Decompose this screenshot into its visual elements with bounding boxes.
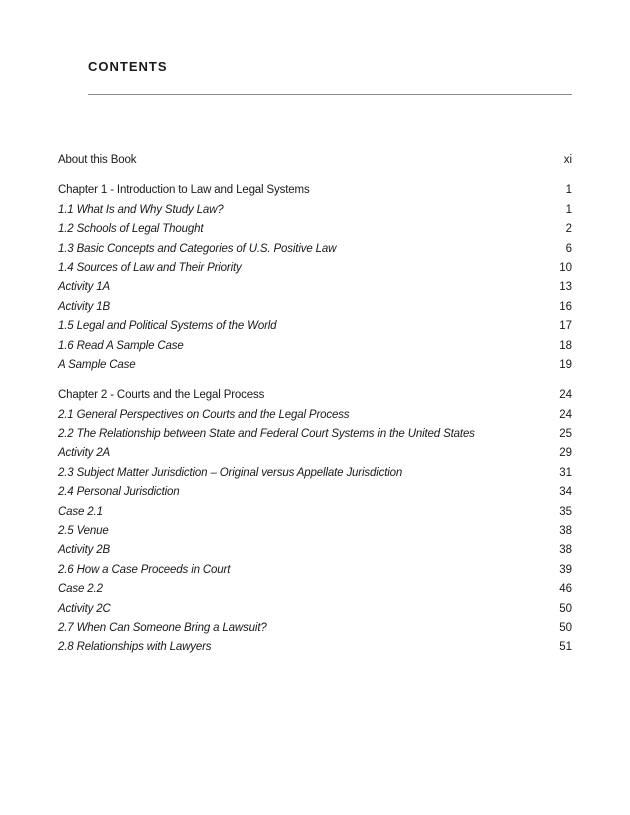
toc-section-title: 2.8 Relationships with Lawyers [58,641,212,654]
toc-section[interactable] [58,240,572,259]
toc-chapter-title: Chapter 1 - Introduction to Law and Legal Systems [58,184,310,197]
toc-section[interactable] [58,522,572,541]
heading-divider [88,94,572,95]
toc-section-title: 2.5 Venue [58,525,109,538]
toc-section-page: 18 [559,339,572,352]
toc-section[interactable] [58,317,572,336]
toc-chapter-2[interactable] [58,386,572,405]
toc-section[interactable] [58,503,572,522]
toc-section-title: 1.5 Legal and Political Systems of the World [58,320,277,333]
toc-section[interactable] [58,619,572,638]
toc-section-title: 1.4 Sources of Law and Their Priority [58,261,242,274]
toc-section[interactable] [58,356,572,375]
toc-section-page: 38 [559,544,572,557]
toc-section-page: 51 [559,641,572,654]
toc-section-page: 50 [559,621,572,634]
toc-section[interactable] [58,638,572,657]
toc-section[interactable] [58,580,572,599]
toc-section-title: 2.6 How a Case Proceeds in Court [58,563,231,576]
toc-section-title: 2.2 The Relationship between State and Federal Court Systems in the United States [58,428,475,441]
toc-section-page: 13 [559,281,572,294]
toc-section[interactable] [58,483,572,502]
toc-section-title: 2.1 General Perspectives on Courts and the Legal Process [58,408,350,421]
toc-section-title: 2.4 Personal Jurisdiction [58,486,180,499]
toc-section-page: 24 [559,408,572,421]
toc-section[interactable] [58,444,572,463]
toc-chapter-title: Chapter 2 - Courts and the Legal Process [58,389,265,402]
toc-section-page: 35 [559,505,572,518]
toc-section-title: Case 2.1 [58,505,103,518]
toc-section-page: 17 [559,320,572,333]
toc-section[interactable] [58,464,572,483]
toc-section-title: 2.3 Subject Matter Jurisdiction – Original versus Appellate Jurisdiction [58,466,403,479]
toc-section[interactable] [58,406,572,425]
toc-section-page: 31 [559,466,572,479]
toc-section-title: Activity 2C [58,602,111,615]
toc-section-page: 46 [559,583,572,596]
toc-entry-page: xi [563,154,572,166]
toc-section-page: 19 [559,358,572,371]
toc-section[interactable] [58,337,572,356]
toc-section-page: 1 [565,203,572,216]
toc-section-title: 1.1 What Is and Why Study Law? [58,203,224,216]
toc-section-title: 1.6 Read A Sample Case [58,339,184,352]
toc-section-title: Activity 2B [58,544,111,557]
toc-section[interactable] [58,201,572,220]
toc-section-page: 50 [559,602,572,615]
toc-section-page: 29 [559,447,572,460]
toc-section[interactable] [58,259,572,278]
toc-section[interactable] [58,541,572,560]
toc-section-page: 34 [559,486,572,499]
toc-section[interactable] [58,278,572,297]
toc-section[interactable] [58,298,572,317]
toc-chapter-1[interactable] [58,181,572,200]
page-title: CONTENTS [88,59,168,74]
toc-section[interactable] [58,561,572,580]
table-of-contents [58,151,572,658]
toc-section-page: 25 [559,428,572,441]
toc-section-page: 39 [559,563,572,576]
toc-section-page: 2 [565,223,572,236]
toc-section-page: 16 [559,300,572,313]
toc-section-title: Activity 1A [58,281,111,294]
toc-section[interactable] [58,220,572,239]
toc-section-title: A Sample Case [58,358,136,371]
toc-section-title: Activity 1B [58,300,111,313]
toc-section-page: 10 [559,261,572,274]
toc-section-title: 1.2 Schools of Legal Thought [58,223,204,236]
toc-section[interactable] [58,600,572,619]
toc-section-page: 38 [559,525,572,538]
toc-section-title: Activity 2A [58,447,111,460]
toc-section-title: Case 2.2 [58,583,103,596]
toc-entry-about[interactable] [58,151,572,170]
toc-section-page: 6 [565,242,572,255]
toc-entry-title: About this Book [58,154,137,166]
toc-chapter-page: 1 [565,184,572,197]
toc-section[interactable] [58,425,572,444]
toc-chapter-page: 24 [559,389,572,402]
toc-section-title: 2.7 When Can Someone Bring a Lawsuit? [58,621,267,634]
toc-section-title: 1.3 Basic Concepts and Categories of U.S. Positive Law [58,242,337,255]
